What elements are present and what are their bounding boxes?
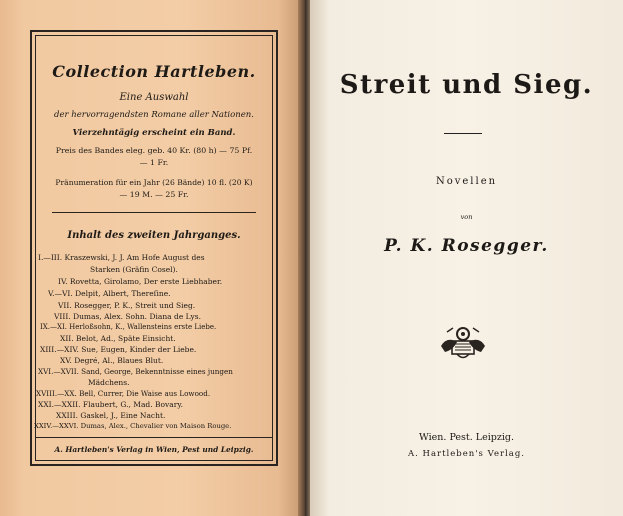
contents-line: XV. Degré, Al., Blaues Blut.	[60, 356, 164, 365]
contents-heading: Inhalt des zweiten Jahrganges.	[67, 230, 241, 241]
author-name: P. K. Rosegger.	[384, 236, 549, 256]
publication-frequency: Vierzehntägig erscheint ein Band.	[72, 128, 236, 138]
publisher-line: A. Hartleben's Verlag in Wien, Pest und Leipzig.	[54, 445, 254, 454]
contents-line: V.—VI. Delpit, Albert, Thereſine.	[48, 289, 171, 298]
contents-line: VIII. Dumas, Alex. Sohn. Diana de Lys.	[54, 312, 201, 321]
contents-line: XXIII. Gaskel, J., Eine Nacht.	[56, 411, 166, 420]
price-line-2: — 1 Fr.	[139, 158, 169, 167]
contents-line: XXI.—XXII. Flaubert, G., Mad. Bovary.	[38, 400, 183, 409]
subscription-line-1: Pränumeration für ein Jahr (26 Bände) 10 fl. (20 K)	[55, 178, 253, 187]
by-label: von	[460, 213, 473, 221]
collection-subtitle-2: der hervorragendsten Romane aller Nationen.	[54, 110, 254, 120]
contents-line: Starken (Gräfin Cosel).	[90, 265, 178, 274]
printer-vignette-icon	[437, 322, 489, 362]
contents-line: I.—III. Kraszewski, J. J. Am Hofe August des	[38, 253, 205, 262]
contents-line: Mädchens.	[88, 378, 130, 387]
advertisement-frame	[30, 30, 278, 466]
imprint-publisher: A. Hartleben's Verlag.	[408, 449, 525, 459]
contents-line: XXIV.—XXVI. Dumas, Alex., Chevalier von Maison Rouge.	[34, 422, 232, 430]
imprint-places: Wien. Pest. Leipzig.	[419, 432, 514, 443]
collection-title: Collection Hartleben.	[52, 62, 256, 81]
left-page-advertisement	[0, 0, 302, 516]
contents-line: XVI.—XVII. Sand, George, Bekenntnisse eines jungen	[38, 367, 233, 376]
subscription-line-2: — 19 M. — 25 Fr.	[119, 190, 189, 199]
contents-line: XIII.—XIV. Sue, Eugen, Kinder der Liebe.	[40, 345, 197, 354]
contents-line: IX.—XI. Herloßsohn, K., Wallensteins erste Liebe.	[40, 323, 217, 331]
contents-line: VII. Rosegger, P. K., Streit und Sieg.	[58, 301, 196, 310]
right-page-title	[310, 0, 623, 516]
footer-rule	[36, 437, 272, 438]
genre-label: Novellen	[435, 176, 498, 187]
price-line-1: Preis des Bandes eleg. geb. 40 Kr. (80 h) — 75 Pf.	[55, 146, 253, 155]
title-rule	[444, 133, 482, 134]
book-title: Streit und Sieg.	[339, 70, 594, 100]
contents-line: IV. Rovetta, Girolamo, Der erste Liebhaber.	[58, 277, 223, 286]
collection-subtitle: Eine Auswahl	[119, 92, 189, 103]
divider-rule	[52, 212, 256, 213]
contents-line: XVIII.—XX. Bell, Currer, Die Waise aus Lowood.	[36, 389, 211, 398]
contents-line: XII. Belot, Ad., Späte Einsicht.	[60, 334, 176, 343]
